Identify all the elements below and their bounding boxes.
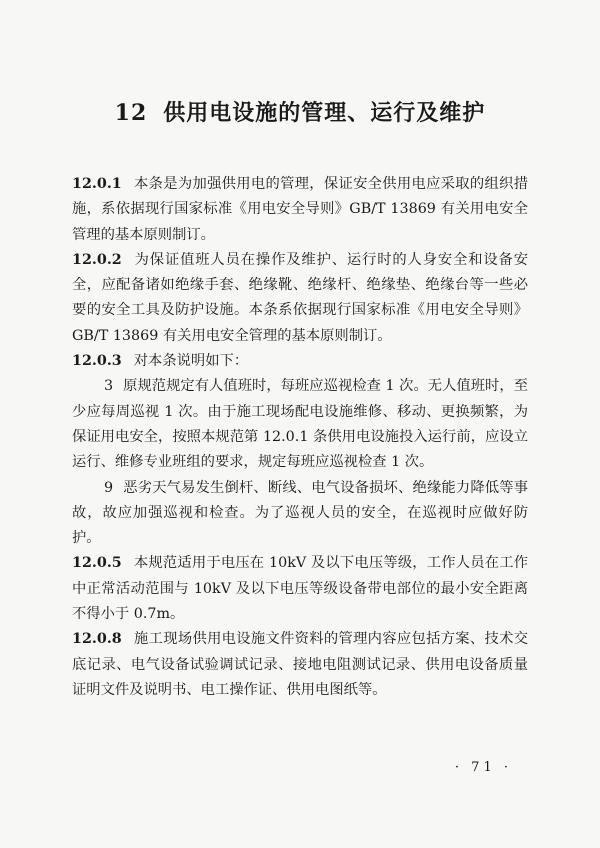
clause-12-0-5	[72, 551, 528, 627]
page-number: · 71 ·	[454, 760, 512, 775]
clause-number: 12.0.3	[72, 353, 122, 370]
clause-12-0-2	[72, 248, 528, 349]
clause-text: 对本条说明如下：	[133, 353, 249, 370]
clause-text: 本条是为加强供用电的管理，保证安全供用电应采取的组织措施，系依据现行国家标准《用电安全导则》GB/T 13869 有关用电安全管理的基本原则制订。	[72, 176, 528, 243]
clause-text: 施工现场供用电设施文件资料的管理内容应包括方案、技术交底记录、电气设备试验调试记录、接地电阻测试记录、供用电设备质量证明文件及说明书、电工操作证、供用电图纸等。	[72, 631, 528, 698]
clause-text: 为保证值班人员在操作及维护、运行时的人身安全和设备安全，应配备诸如绝缘手套、绝缘靴、绝缘杆、绝缘垫、绝缘台等一些必要的安全工具及防护设施。本条系依据现行国家标准《用电安全导则》GB/T 13869 有关用电安全管理的基本原则制订。	[72, 251, 528, 344]
clause-12-0-1	[72, 172, 528, 248]
clause-12-0-3	[72, 349, 528, 374]
clause-number: 12.0.1	[72, 176, 122, 192]
clause-number: 12.0.8	[72, 631, 122, 648]
clause-number: 12.0.2	[72, 251, 122, 268]
clause-text: 本规范适用于电压在 10kV 及以下电压等级，工作人员在工作中正常活动范围与 10kV 及以下电压等级设备带电部位的最小安全距离不得小于 0.7m。	[72, 555, 528, 623]
item-3	[72, 374, 528, 475]
chapter-title	[0, 96, 600, 127]
clause-12-0-8	[72, 627, 528, 703]
chapter-number: 12	[114, 100, 148, 126]
item-9	[72, 476, 528, 552]
chapter-body	[72, 172, 528, 703]
clause-number: 12.0.5	[72, 555, 122, 572]
item-text: 恶劣天气易发生倒杆、断线、电气设备损坏、绝缘能力降低等事故，故应加强巡视和检查。为了巡视人员的安全，在巡视时应做好防护。	[72, 479, 528, 547]
chapter-heading: 供用电设施的管理、运行及维护	[163, 100, 486, 126]
item-number: 3	[104, 378, 114, 395]
item-number: 9	[104, 479, 114, 496]
item-text: 原规范规定有人值班时，每班应巡视检查 1 次。无人值班时，至少应每周巡视 1 次。由于施工现场配电设施维修、移动、更换频繁，为保证用电安全，按照本规范第 12.0.1 条供用电设施投入运行前，应设立运行、维修专业班组的要求，规定每班应巡视检查 1 次。	[72, 378, 528, 471]
